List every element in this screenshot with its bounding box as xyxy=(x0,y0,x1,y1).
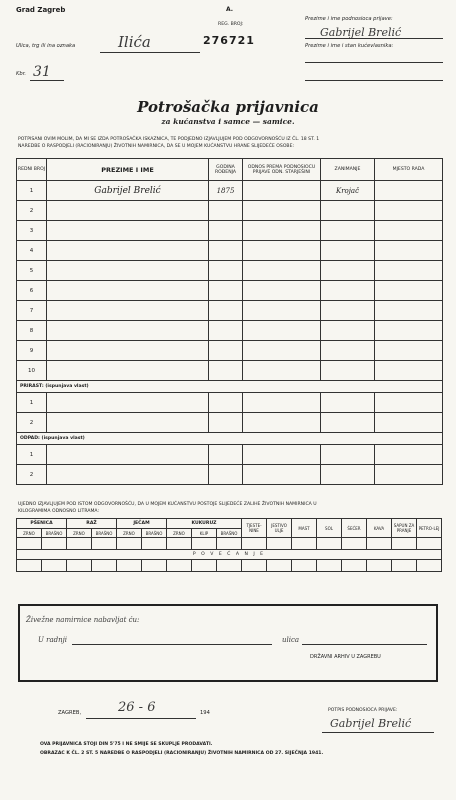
member-workplace xyxy=(375,301,443,321)
member-workplace xyxy=(375,361,443,381)
food-amount-cell xyxy=(317,538,342,550)
food-amount-cell xyxy=(192,538,217,550)
member-occupation xyxy=(321,281,375,301)
intro-line-2: NAREDBE O RASPODJELI (RACIONIRANJU) ŽIVOTNIH NAMIRNICA, DA SE U MOJEM KUĆANSTVU HRANE SLIJEDEĆE OSOBE: xyxy=(18,144,295,149)
col-header-name: PREZIME I IME xyxy=(47,159,209,181)
food-amount-cell xyxy=(92,560,117,572)
food-sub-header: ZRNO xyxy=(17,529,42,538)
declaration-line-2: KILOGRAMIMA ODNOSNO LITRAMA: xyxy=(18,509,100,514)
member-occupation xyxy=(321,241,375,261)
food-amount-cell xyxy=(242,560,267,572)
blank-cell xyxy=(375,413,443,433)
member-name xyxy=(47,321,209,341)
food-amount-cell xyxy=(117,560,142,572)
blank-cell xyxy=(321,413,375,433)
food-sub-header: ZRNO xyxy=(117,529,142,538)
blank-cell xyxy=(243,465,321,485)
member-relation xyxy=(243,321,321,341)
food-item-header: MAST xyxy=(292,519,317,538)
member-occupation xyxy=(321,341,375,361)
food-amount-cell xyxy=(342,560,367,572)
member-occupation xyxy=(321,361,375,381)
food-amount-cell xyxy=(17,560,42,572)
row-number: 1 xyxy=(17,181,47,201)
member-workplace xyxy=(375,261,443,281)
authority-row xyxy=(17,445,443,465)
member-workplace xyxy=(375,341,443,361)
member-workplace xyxy=(375,201,443,221)
col-header-occupation: ZANIMANJE xyxy=(321,159,375,181)
member-relation xyxy=(243,361,321,381)
row-number: 7 xyxy=(17,301,47,321)
member-row xyxy=(17,221,443,241)
food-amount-cell xyxy=(267,560,292,572)
declaration-line-1: UJEDNO IZJAVLJUJEM POD ISTOM ODGOVORNOŠĆU, DA U MOJEM KUĆANSTVU POSTOJE SLIJEDEĆE ZALIHE ŽIVOTNIH NAMIRNICA U xyxy=(18,502,317,507)
food-item-header: ŠEĆER xyxy=(342,519,367,538)
food-amount-cell xyxy=(192,560,217,572)
food-amount-cell xyxy=(142,560,167,572)
blank-cell xyxy=(47,393,209,413)
date-value: 26 - 6 xyxy=(118,700,156,715)
row-number: 3 xyxy=(17,221,47,241)
street-label-box: ulica xyxy=(282,636,300,644)
food-item-header: KAVA xyxy=(367,519,392,538)
member-occupation xyxy=(321,301,375,321)
member-occupation: Krojač xyxy=(321,181,375,201)
food-amount-cell xyxy=(92,538,117,550)
row-number: 4 xyxy=(17,241,47,261)
row-number: 6 xyxy=(17,281,47,301)
member-relation xyxy=(243,341,321,361)
member-workplace xyxy=(375,241,443,261)
food-amount-cell xyxy=(292,538,317,550)
food-amount-cell xyxy=(392,538,417,550)
food-group-header: JEČAM xyxy=(117,519,167,529)
member-birth-year xyxy=(209,301,243,321)
food-amount-cell xyxy=(267,538,292,550)
member-workplace xyxy=(375,181,443,201)
letter-label: A. xyxy=(226,6,234,13)
member-name xyxy=(47,221,209,241)
member-relation xyxy=(243,261,321,281)
arrival-label: PRIRAST: (ispunjava vlast) xyxy=(17,381,443,393)
food-sub-header: KLIP xyxy=(192,529,217,538)
member-birth-year xyxy=(209,241,243,261)
col-header-no: REDNI BROJ xyxy=(17,159,47,181)
member-name xyxy=(47,301,209,321)
food-amount-cell xyxy=(217,538,242,550)
authority-row xyxy=(17,413,443,433)
member-workplace xyxy=(375,221,443,241)
house-label: Kbr. xyxy=(16,71,26,77)
member-birth-year xyxy=(209,361,243,381)
row-number: 9 xyxy=(17,341,47,361)
member-relation xyxy=(243,221,321,241)
member-birth-year xyxy=(209,201,243,221)
food-sub-header: ZRNO xyxy=(67,529,92,538)
food-item-header: PETRO-LEJ xyxy=(417,519,442,538)
blank-cell xyxy=(243,413,321,433)
food-amount-cell xyxy=(42,560,67,572)
member-name: Gabrijel Brelić xyxy=(47,181,209,201)
applicant-sig-label: Prezime i ime podnosioca prijave: xyxy=(305,16,393,22)
food-sub-header: BRAŠNO xyxy=(92,529,117,538)
member-occupation xyxy=(321,221,375,241)
applicant-signature: Gabrijel Brelić xyxy=(320,26,402,39)
food-item-header: TJESTE-NINE xyxy=(242,519,267,538)
blank-cell xyxy=(209,445,243,465)
member-birth-year xyxy=(209,321,243,341)
member-birth-year xyxy=(209,221,243,241)
street-label: Ulica, trg ili ina oznaka xyxy=(16,43,76,49)
food-group-header: KUKURUZ xyxy=(167,519,242,529)
blank-cell xyxy=(375,445,443,465)
authority-row xyxy=(17,393,443,413)
sig-label: POTPIS PODNOSIOCA PRIJAVE: xyxy=(328,708,398,713)
member-relation xyxy=(243,301,321,321)
street-value: Ilića xyxy=(118,33,151,51)
member-name xyxy=(47,361,209,381)
reg-label: REG. BROJ: xyxy=(218,22,244,27)
authority-row xyxy=(17,465,443,485)
member-workplace xyxy=(375,321,443,341)
food-group-header: PŠENICA xyxy=(17,519,67,529)
form-title: Potrošačka prijavnica xyxy=(137,98,319,116)
food-item-header: SAPUN ZA PRANJE xyxy=(392,519,417,538)
store-box-line-1: Živežne namirnice nabavljat ću: xyxy=(26,616,140,624)
store-box xyxy=(18,604,438,682)
food-amount-cell xyxy=(367,538,392,550)
food-amount-cell xyxy=(117,538,142,550)
departure-label: ODPAD: (ispunjava vlast) xyxy=(17,433,443,445)
blank-cell xyxy=(321,393,375,413)
member-row xyxy=(17,181,443,201)
row-number: 8 xyxy=(17,321,47,341)
footer-signature: Gabrijel Brelić xyxy=(330,717,412,730)
member-birth-year xyxy=(209,261,243,281)
food-amount-cell xyxy=(67,538,92,550)
place-label: ZAGREB, xyxy=(58,710,82,716)
blank-cell xyxy=(47,413,209,433)
member-workplace xyxy=(375,281,443,301)
food-amount-cell xyxy=(167,538,192,550)
member-name xyxy=(47,241,209,261)
row-number: 5 xyxy=(17,261,47,281)
row-number: 2 xyxy=(17,201,47,221)
col-header-workplace: MJESTO RADA xyxy=(375,159,443,181)
blank-cell xyxy=(47,465,209,485)
blank-cell xyxy=(209,393,243,413)
members-table xyxy=(16,158,443,485)
owner-label: Prezime i ime i stan kućevlasnika: xyxy=(305,43,394,49)
member-row xyxy=(17,321,443,341)
member-row xyxy=(17,241,443,261)
row-number: 10 xyxy=(17,361,47,381)
food-item-header: JESTIVO ULJE xyxy=(267,519,292,538)
member-name xyxy=(47,281,209,301)
blank-cell xyxy=(209,413,243,433)
blank-cell xyxy=(209,465,243,485)
form-subtitle: za kućanstva i samce — samice. xyxy=(161,117,295,126)
col-header-relation: ODNOS PREMA PODNOSIOCU PRIJAVE ODN. STARJEŠINI xyxy=(243,159,321,181)
food-amount-cell xyxy=(217,560,242,572)
member-birth-year xyxy=(209,281,243,301)
food-item-header: SOL xyxy=(317,519,342,538)
food-group-header: RAŽ xyxy=(67,519,117,529)
house-value: 31 xyxy=(33,64,51,80)
increase-label: P O V E Ć A N J E xyxy=(17,550,442,560)
members-header-row xyxy=(17,159,443,181)
member-relation xyxy=(243,241,321,261)
food-amount-cell xyxy=(317,560,342,572)
food-sub-header: BRAŠNO xyxy=(217,529,242,538)
member-name xyxy=(47,201,209,221)
blank-cell xyxy=(375,465,443,485)
price-note: OVA PRIJAVNICA STOJI DIN 5'75 I NE SMIJE SE SKUPLJE PRODAVATI. xyxy=(40,742,213,747)
member-row xyxy=(17,281,443,301)
member-occupation xyxy=(321,321,375,341)
food-sub-header: BRAŠNO xyxy=(42,529,67,538)
food-sub-header: BRAŠNO xyxy=(142,529,167,538)
row-number: 2 xyxy=(17,465,47,485)
food-sub-header: ZRNO xyxy=(167,529,192,538)
blank-cell xyxy=(47,445,209,465)
food-amount-cell xyxy=(392,560,417,572)
blank-cell xyxy=(321,445,375,465)
food-amount-cell xyxy=(242,538,267,550)
member-occupation xyxy=(321,261,375,281)
food-amount-cell xyxy=(67,560,92,572)
food-amount-cell xyxy=(367,560,392,572)
row-number: 1 xyxy=(17,393,47,413)
food-amount-cell xyxy=(417,538,442,550)
member-birth-year: 1875 xyxy=(209,181,243,201)
food-amount-cell xyxy=(342,538,367,550)
intro-line-1: POTPISANI OVIM MOLIM, DA MI SE IZDA POTROŠAČKA ISKAZNICA, TE PODJEDNO IZJAVLJUJEM POD ODGOVORNOŠĆU IZ ČL. 18 ST. 1 xyxy=(18,137,320,142)
row-number: 1 xyxy=(17,445,47,465)
member-occupation xyxy=(321,201,375,221)
member-birth-year xyxy=(209,341,243,361)
member-relation xyxy=(243,281,321,301)
food-amount-cell xyxy=(142,538,167,550)
member-row xyxy=(17,341,443,361)
reg-number: 276721 xyxy=(203,34,255,47)
date-year: 194 xyxy=(200,710,210,716)
member-relation xyxy=(243,201,321,221)
food-supply-table xyxy=(16,518,442,572)
member-name xyxy=(47,261,209,281)
member-row xyxy=(17,261,443,281)
blank-cell xyxy=(243,393,321,413)
blank-cell xyxy=(321,465,375,485)
member-row xyxy=(17,201,443,221)
archive-stamp: DRŽAVNI ARHIV U ZAGREBU xyxy=(310,654,381,660)
blank-cell xyxy=(243,445,321,465)
col-header-year: GODINA ROĐENJA xyxy=(209,159,243,181)
member-row xyxy=(17,301,443,321)
member-name xyxy=(47,341,209,361)
food-amount-cell xyxy=(42,538,67,550)
food-amount-cell xyxy=(167,560,192,572)
regulation-note: OBRAZAC K ČL. 2 ST. 5 NAREDBE O RASPODJELI (RACIONIRANJU) ŽIVOTNIH NAMIRNICA OD 27. SIJEČNJA 1941. xyxy=(40,751,324,756)
city-label: Grad Zagreb xyxy=(16,6,66,14)
food-amount-cell xyxy=(417,560,442,572)
member-row xyxy=(17,361,443,381)
blank-cell xyxy=(375,393,443,413)
food-amount-cell xyxy=(292,560,317,572)
row-number: 2 xyxy=(17,413,47,433)
food-amount-cell xyxy=(17,538,42,550)
member-relation xyxy=(243,181,321,201)
store-label: U radnji xyxy=(38,636,68,644)
